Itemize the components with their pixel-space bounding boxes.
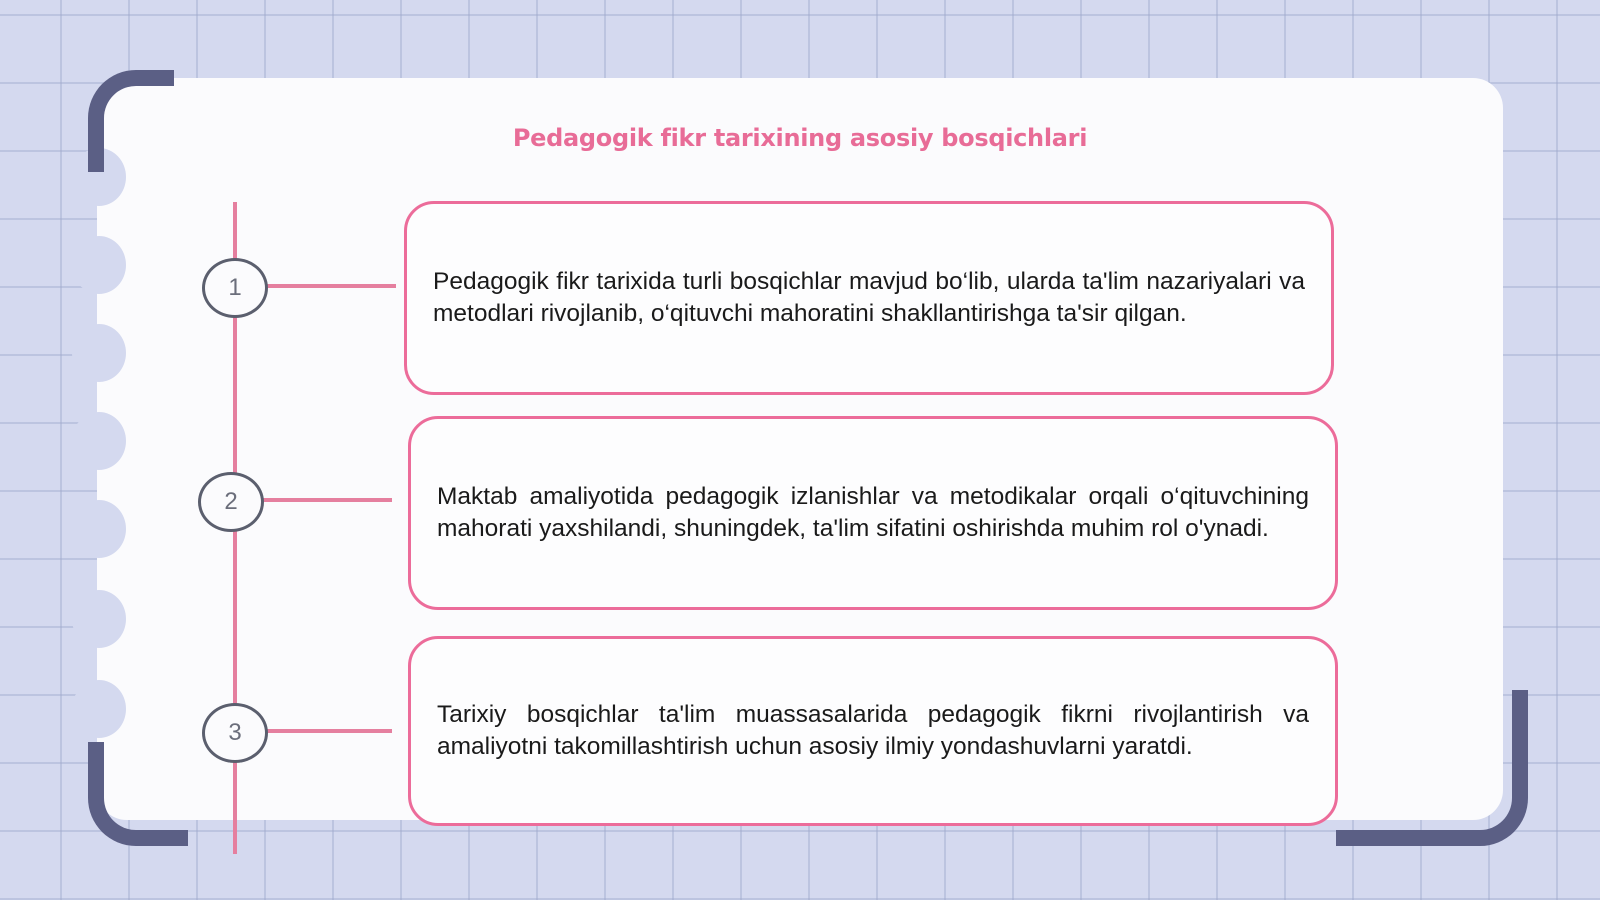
binder-notch xyxy=(72,500,126,558)
frame-corner-top-left xyxy=(88,70,174,172)
timeline-connector xyxy=(266,729,392,733)
binder-notch xyxy=(72,236,126,294)
frame-corner-bottom-right xyxy=(1336,690,1528,846)
stage-text: Maktab amaliyotida pedagogik izlanishlar va metodikalar orqali o‘qituvchining mahorati yaxshilandi, shuningdek, ta'lim sifatini oshirishda muhim rol o'ynadi. xyxy=(437,483,1309,542)
frame-corner-bottom-left xyxy=(88,742,188,846)
stage-text: Pedagogik fikr tarixida turli bosqichlar mavjud bo‘lib, ularda ta'lim nazariyalari va metodlari rivojlanib, o‘qituvchi mahoratini shakllantirishga ta'sir qilgan. xyxy=(433,268,1305,327)
slide-title: Pedagogik fikr tarixining asosiy bosqichlari xyxy=(512,124,1088,152)
stage-number-1: 1 xyxy=(202,258,268,318)
timeline-connector xyxy=(262,498,392,502)
stage-number-3: 3 xyxy=(202,703,268,763)
stage-number-2: 2 xyxy=(198,472,264,532)
binder-notch xyxy=(72,324,126,382)
stage-card-3 xyxy=(408,636,1338,826)
stage-card-1 xyxy=(404,201,1334,395)
binder-notch xyxy=(72,590,126,648)
binder-notch xyxy=(72,680,126,738)
binder-notch xyxy=(72,412,126,470)
stage-card-2 xyxy=(408,416,1338,610)
stage-text: Tarixiy bosqichlar ta'lim muassasalarida pedagogik fikrni rivojlantirish va amaliyotni takomillashtirish uchun asosiy ilmiy yondashuvlarni yaratdi. xyxy=(437,701,1309,760)
timeline-connector xyxy=(266,284,396,288)
